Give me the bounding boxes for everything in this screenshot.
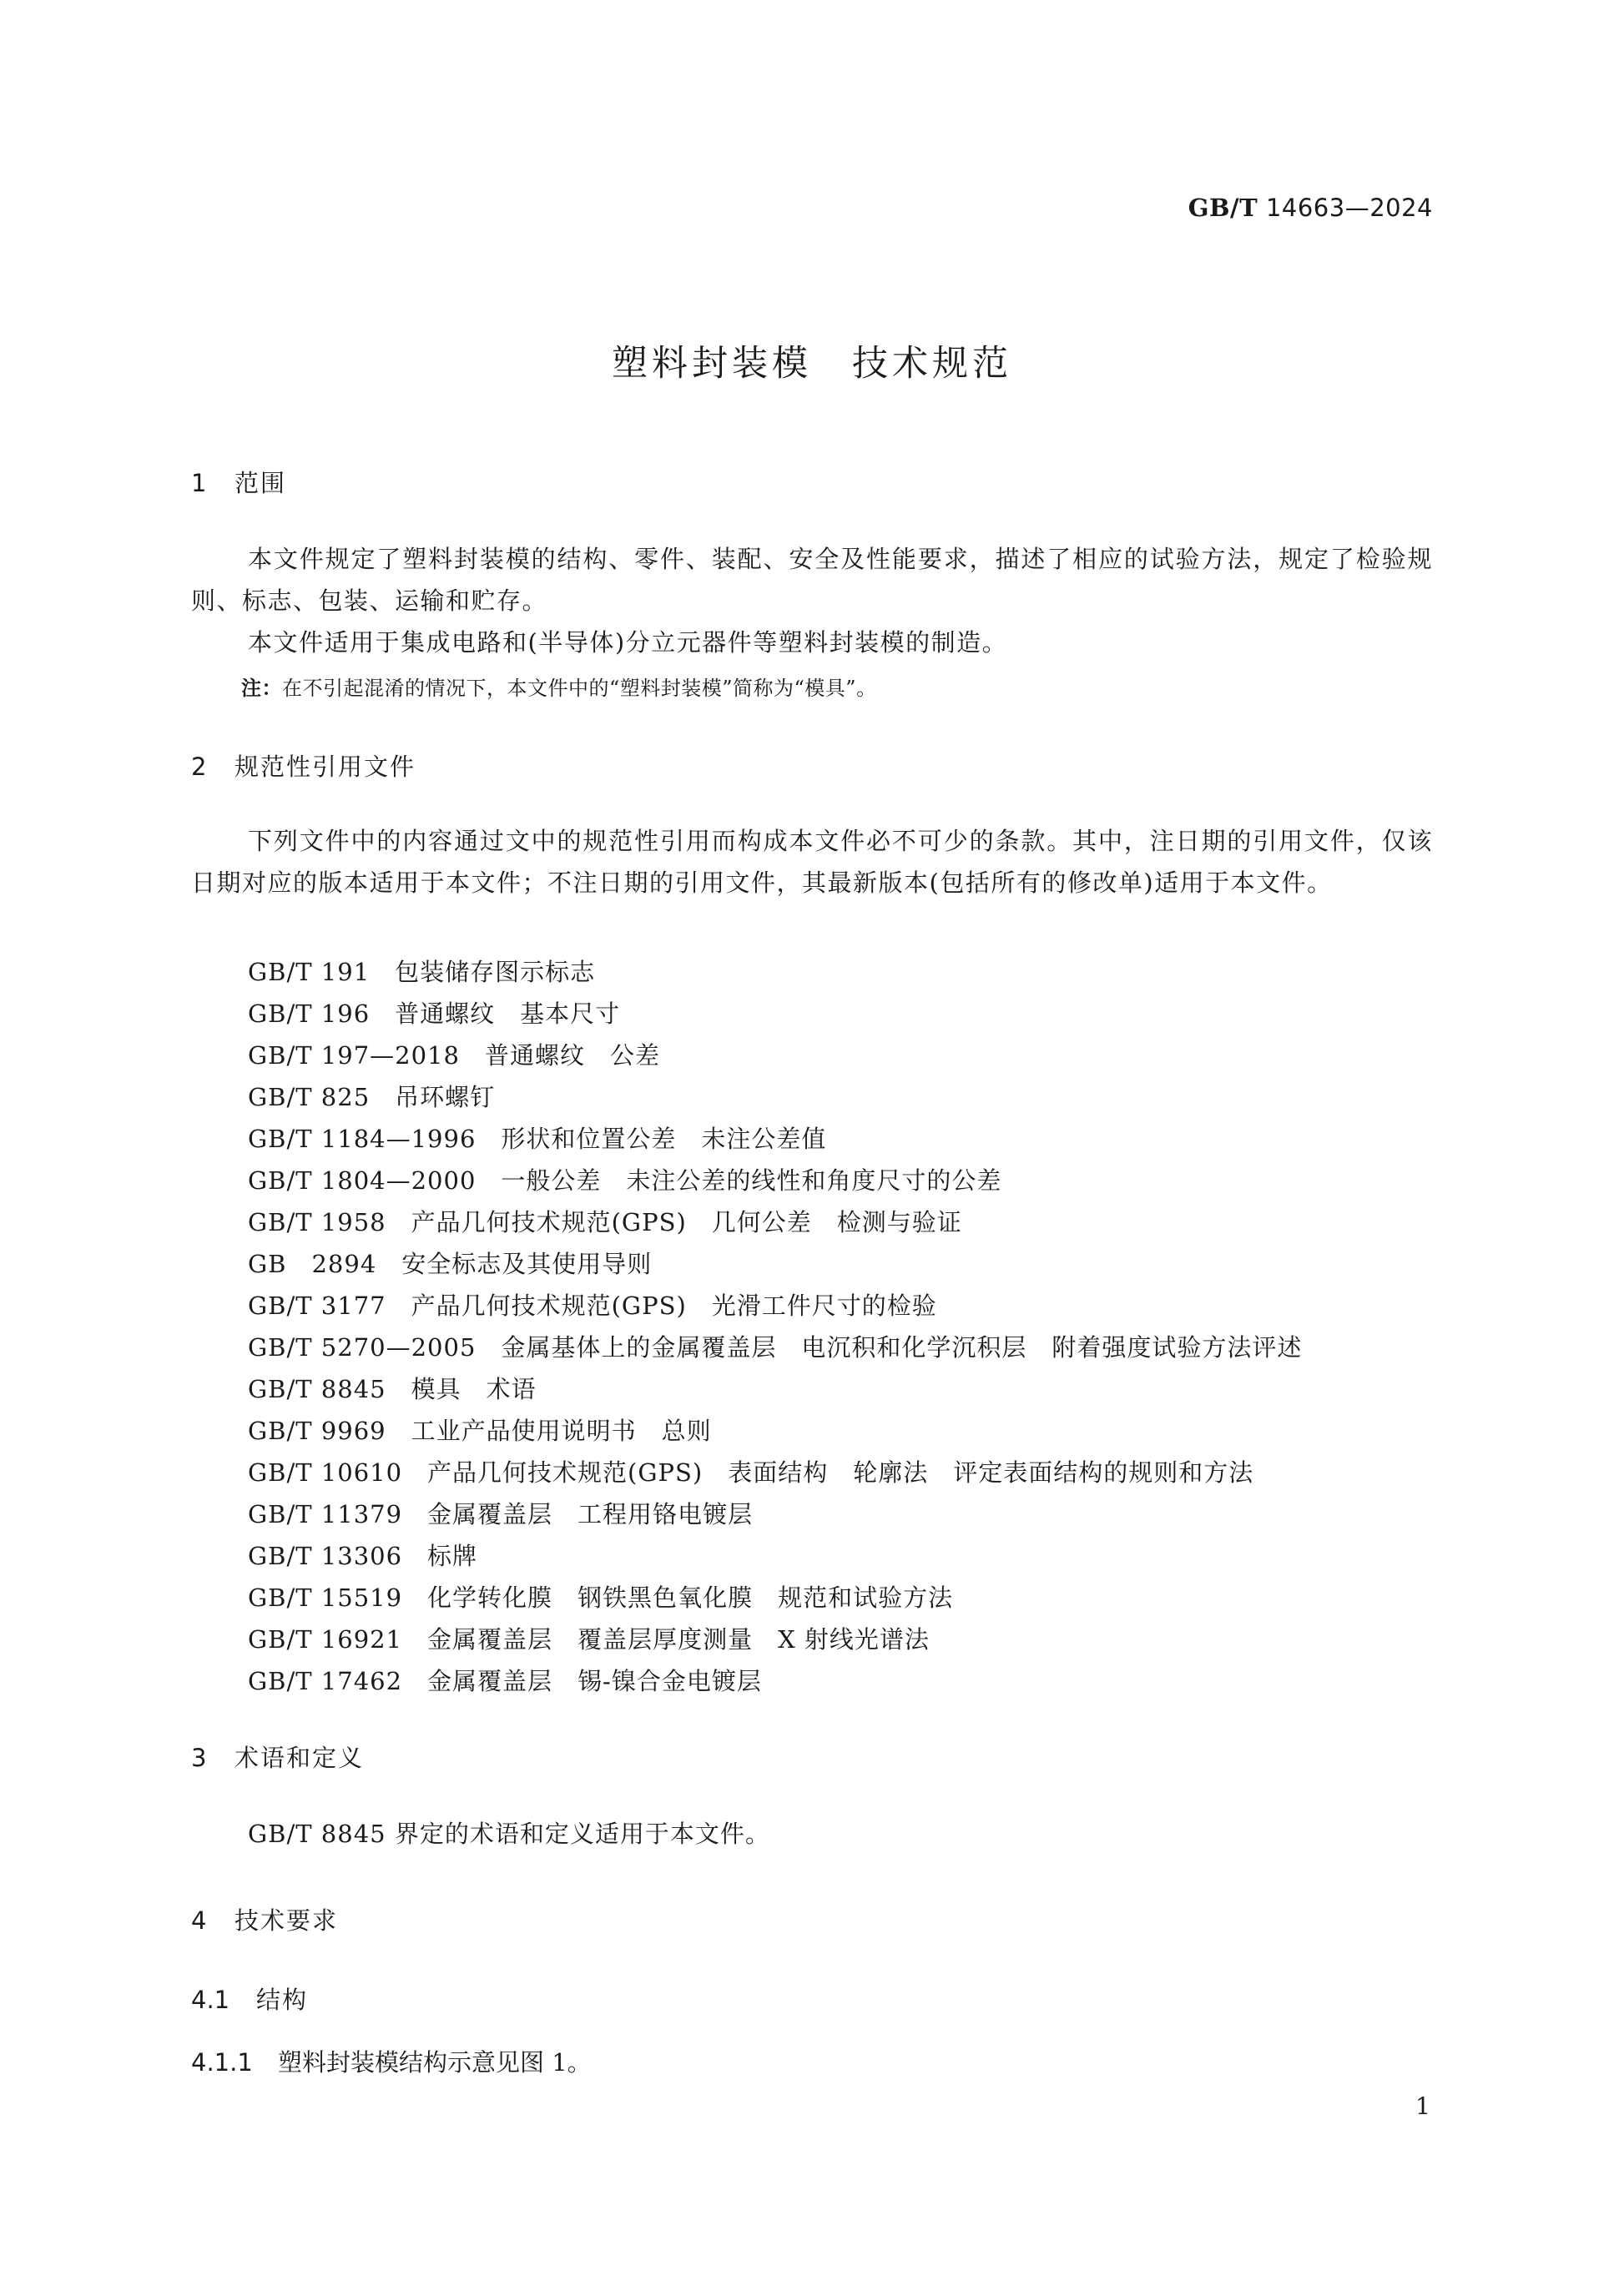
subsection-heading-structure bbox=[191, 1981, 308, 2016]
section-title: 规范性引用文件 bbox=[235, 753, 416, 781]
section-number: 2 bbox=[191, 753, 207, 781]
reference-item: GB/T 15519 化学转化膜 钢铁黑色氧化膜 规范和试验方法 bbox=[248, 1584, 954, 1612]
reference-item: GB/T 1958 产品几何技术规范(GPS) 几何公差 检测与验证 bbox=[248, 1208, 962, 1236]
clause-text: 塑料封装模结构示意见图 1。 bbox=[278, 2048, 592, 2077]
reference-item: GB/T 191 包装储存图示标志 bbox=[248, 958, 596, 986]
page-number: 1 bbox=[1415, 2092, 1430, 2120]
terms-paragraph: GB/T 8845 界定的术语和定义适用于本文件。 bbox=[248, 1820, 770, 1848]
reference-item: GB/T 11379 金属覆盖层 工程用铬电镀层 bbox=[248, 1500, 754, 1528]
section-title: 技术要求 bbox=[235, 1906, 339, 1935]
scope-paragraph-1: 本文件规定了塑料封装模的结构、零件、装配、安全及性能要求，描述了相应的试验方法，规定了检验规则、标志、包装、运输和贮存。 bbox=[191, 545, 1433, 615]
subsection-number: 4.1 bbox=[191, 1986, 230, 2014]
reference-item: GB/T 8845 模具 术语 bbox=[248, 1375, 537, 1403]
normative-references-intro: 下列文件中的内容通过文中的规范性引用而构成本文件必不可少的条款。其中，注日期的引用文件，仅该日期对应的版本适用于本文件；不注日期的引用文件，其最新版本(包括所有的修改单)适用于本文件。 bbox=[191, 827, 1433, 897]
clause-4-1-1 bbox=[191, 2044, 592, 2078]
standard-code: GB/T bbox=[1188, 194, 1258, 222]
clause-number: 4.1.1 bbox=[191, 2048, 253, 2077]
subsection-title: 结构 bbox=[256, 1986, 309, 2014]
reference-item: GB/T 17462 金属覆盖层 锡-镍合金电镀层 bbox=[248, 1667, 762, 1695]
reference-item: GB/T 16921 金属覆盖层 覆盖层厚度测量 X 射线光谱法 bbox=[248, 1625, 930, 1654]
document-title: 塑料封装模 技术规范 bbox=[612, 343, 1012, 385]
section-heading-scope bbox=[191, 465, 286, 499]
reference-item: GB/T 196 普通螺纹 基本尺寸 bbox=[248, 999, 621, 1028]
section-heading-technical-requirements bbox=[191, 1902, 338, 1936]
section-title: 范围 bbox=[235, 469, 287, 497]
section-number: 3 bbox=[191, 1744, 207, 1772]
reference-item: GB/T 9969 工业产品使用说明书 总则 bbox=[248, 1417, 712, 1445]
note-label: 注： bbox=[241, 677, 282, 700]
reference-item: GB/T 3177 产品几何技术规范(GPS) 光滑工件尺寸的检验 bbox=[248, 1292, 937, 1320]
reference-item: GB/T 5270—2005 金属基体上的金属覆盖层 电沉积和化学沉积层 附着强度试验方法评述 bbox=[248, 1333, 1303, 1362]
section-heading-normative-references bbox=[191, 748, 416, 783]
reference-item: GB/T 825 吊环螺钉 bbox=[248, 1083, 496, 1111]
standard-year: 14663—2024 bbox=[1265, 194, 1433, 222]
section-number: 4 bbox=[191, 1906, 207, 1935]
scope-note bbox=[241, 672, 877, 701]
note-text: 在不引起混淆的情况下，本文件中的“塑料封装模”简称为“模具”。 bbox=[282, 677, 877, 700]
reference-item: GB/T 13306 标牌 bbox=[248, 1542, 478, 1570]
section-heading-terms bbox=[191, 1740, 364, 1774]
reference-item: GB/T 197—2018 普通螺纹 公差 bbox=[248, 1041, 660, 1070]
scope-paragraph-2: 本文件适用于集成电路和(半导体)分立元器件等塑料封装模的制造。 bbox=[248, 628, 1008, 657]
section-title: 术语和定义 bbox=[235, 1744, 365, 1772]
standard-number bbox=[1188, 194, 1433, 222]
reference-item: GB 2894 安全标志及其使用导则 bbox=[248, 1250, 653, 1278]
reference-item: GB/T 1804—2000 一般公差 未注公差的线性和角度尺寸的公差 bbox=[248, 1166, 1002, 1195]
reference-item: GB/T 1184—1996 形状和位置公差 未注公差值 bbox=[248, 1125, 827, 1153]
section-number: 1 bbox=[191, 469, 207, 497]
reference-item: GB/T 10610 产品几何技术规范(GPS) 表面结构 轮廓法 评定表面结构的规则和方法 bbox=[248, 1458, 1254, 1487]
